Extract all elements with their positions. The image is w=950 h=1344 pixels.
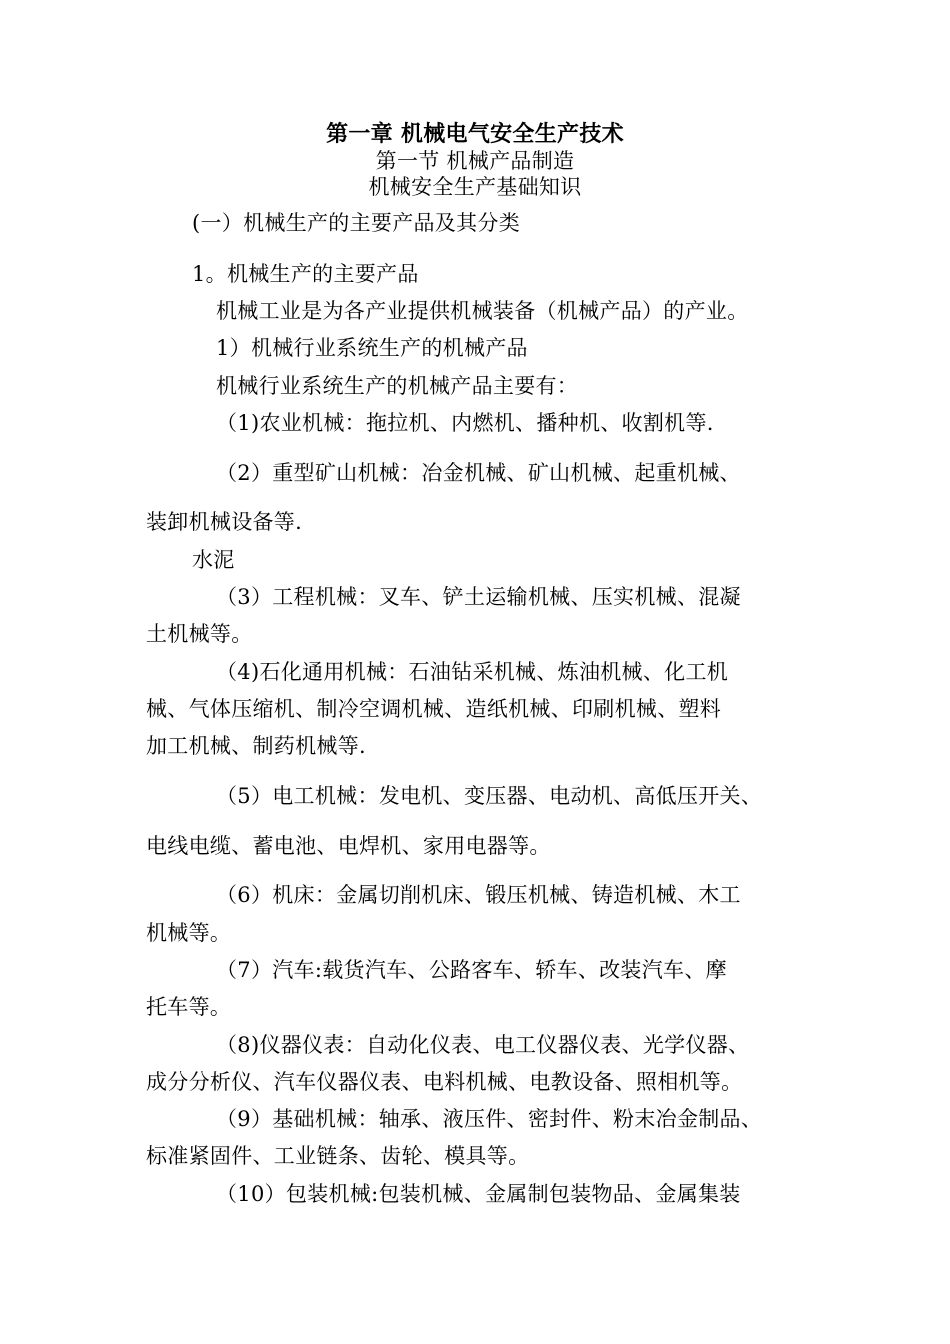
list-item-9-line-1: （9）基础机械：轴承、液压件、密封件、粉末冶金制品、 (216, 1107, 763, 1131)
list-item-7-line-1: （7）汽车:载货汽车、公路客车、轿车、改装汽车、摩 (216, 958, 727, 982)
list-item-6-line-2: 机械等。 (146, 921, 232, 945)
list-item-3-line-2: 土机械等。 (146, 622, 253, 646)
section-title: 第一节 机械产品制造 (375, 149, 575, 173)
sub-heading: 1）机械行业系统生产的机械产品 (216, 336, 528, 360)
list-item-4-line-3: 加工机械、制药机械等. (146, 734, 366, 758)
list-item-2-line-2: 装卸机械设备等. (146, 510, 303, 534)
list-item-8-line-2: 成分分析仪、汽车仪器仪表、电料机械、电教设备、照相机等。 (146, 1070, 743, 1094)
list-item-9-line-2: 标准紧固件、工业链条、齿轮、模具等。 (146, 1144, 530, 1168)
list-item-4-line-2: 械、气体压缩机、制冷空调机械、造纸机械、印刷机械、塑料 (146, 697, 722, 721)
list-item-10-line-1: （10）包装机械:包装机械、金属制包装物品、金属集装 (216, 1182, 741, 1206)
heading-1: (一）机械生产的主要产品及其分类 (192, 211, 520, 235)
list-item-4-line-1: （4)石化通用机械：石油钻采机械、炼油机械、化工机 (216, 660, 729, 684)
list-item-1: （1)农业机械：拖拉机、内燃机、播种机、收割机等. (216, 411, 714, 435)
subsection-title: 机械安全生产基础知识 (368, 175, 582, 199)
list-item-8-line-1: （8)仪器仪表：自动化仪表、电工仪器仪表、光学仪器、 (216, 1033, 750, 1057)
list-item-5-line-2: 电线电缆、蓄电池、电焊机、家用电器等。 (146, 834, 551, 858)
chapter-title: 第一章 机械电气安全生产技术 (326, 121, 624, 147)
list-item-7-line-2: 托车等。 (146, 995, 232, 1019)
list-item-6-line-1: （6）机床：金属切削机床、锻压机械、铸造机械、木工 (216, 883, 741, 907)
list-intro: 机械行业系统生产的机械产品主要有： (216, 374, 579, 398)
intro-paragraph: 机械工业是为各产业提供机械装备（机械产品）的产业。 (216, 299, 749, 323)
heading-2: 1。机械生产的主要产品 (192, 262, 419, 286)
stray-text: 水泥 (192, 548, 235, 572)
list-item-3-line-1: （3）工程机械：叉车、铲土运输机械、压实机械、混凝 (216, 585, 741, 609)
list-item-5-line-1: （5）电工机械：发电机、变压器、电动机、高低压开关、 (216, 784, 763, 808)
list-item-2-line-1: （2）重型矿山机械：冶金机械、矿山机械、起重机械、 (216, 461, 741, 485)
